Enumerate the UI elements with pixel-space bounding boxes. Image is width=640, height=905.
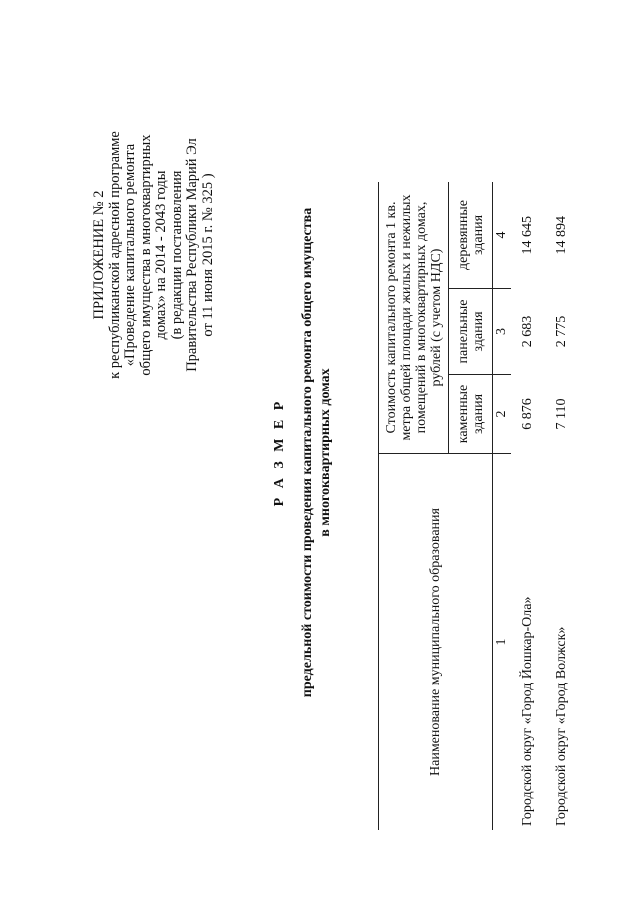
annex-line: к республиканской адресной программе (106, 131, 123, 379)
table-row (511, 182, 545, 830)
header-stone: каменные здания (449, 375, 493, 454)
cost-wood: 14 645 (520, 216, 535, 255)
table-row (545, 182, 579, 830)
municipality-name: Городской округ «Город Йошкар-Ола» (520, 596, 535, 826)
column-number: 3 (493, 289, 511, 375)
cost-stone: 7 110 (554, 398, 569, 430)
annex-line: общего имущества в многоквартирных (137, 134, 154, 376)
cost-table (378, 182, 579, 830)
annex-line: «Проведение капитального ремонта (122, 143, 138, 367)
heading-title: Р А З М Е Р (272, 398, 287, 507)
annex-line: Правительства Республики Марий Эл (184, 138, 200, 372)
column-number: 2 (493, 375, 511, 454)
header-panel: панельные здания (449, 289, 493, 375)
heading-subtitle-line1: предельной стоимости проведения капитального ремонта общего имущества (300, 207, 315, 698)
column-number: 4 (493, 182, 511, 289)
header-municipality: Наименование муниципального образования (379, 454, 493, 831)
header-wood: деревянные здания (449, 182, 493, 289)
annex-line: домах» на 2014 - 2043 годы (153, 170, 169, 340)
cost-stone: 6 876 (520, 398, 535, 430)
cost-wood: 14 894 (554, 216, 569, 255)
header-cost-group: Стоимость капитального ремонта 1 кв. метра общей площади жилых и нежилых помещений в многоквартирных домах, рублей (с учетом НДС) (379, 182, 449, 454)
column-number: 1 (493, 454, 511, 831)
municipality-name: Городской округ «Город Волжск» (554, 626, 569, 826)
annex-line: (в редакции постановления (168, 170, 185, 340)
annex-line: от 11 июня 2015 г. № 325 ) (199, 173, 216, 337)
cost-panel: 2 683 (520, 315, 535, 348)
annex-line: ПРИЛОЖЕНИЕ № 2 (91, 190, 107, 320)
annex-block (92, 95, 216, 415)
cost-panel: 2 775 (554, 315, 569, 348)
heading-subtitle-line2: в многоквартирных домах (318, 368, 333, 537)
